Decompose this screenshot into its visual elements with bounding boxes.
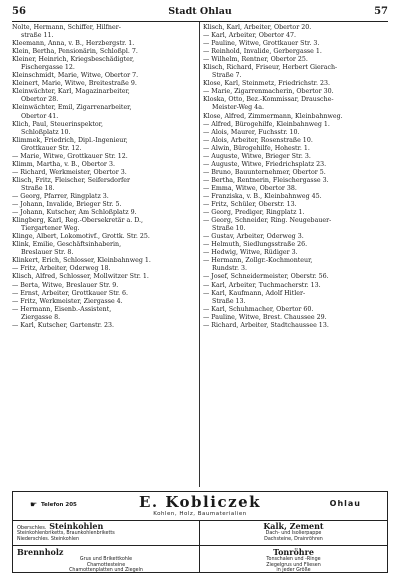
directory-entry: Meister-Weg 4a. bbox=[212, 104, 264, 112]
page-title: Stadt Ohlau bbox=[168, 6, 232, 17]
directory-entry: Klinge, Albert, Lokomotivf., Grottk. Str. 25. bbox=[12, 233, 150, 241]
header-rule bbox=[12, 21, 388, 22]
directory-entry: Kleinwächter, Emil, Zigarrenarbeiter, bbox=[12, 104, 132, 112]
ad-cell-line: Chamottesteine bbox=[86, 562, 126, 568]
directory-entry: Klisch, Alfred, Schlosser, Mollwitzer Str. 1. bbox=[12, 273, 149, 281]
directory-entry: — Berta, Witwe, Breslauer Str. 9. bbox=[12, 281, 119, 289]
column-divider bbox=[199, 22, 200, 487]
directory-entry: Breslauer Str. 8. bbox=[21, 249, 74, 257]
directory-entry: — Pauline, Witwe, Grottkauer Str. 3. bbox=[203, 40, 320, 48]
page-number-right: 57 bbox=[374, 6, 388, 17]
directory-entry: Klose, Karl, Steinmetz, Friedrichstr. 23. bbox=[203, 80, 330, 88]
directory-entry: Klich, Paul, Steuerinspektor, bbox=[12, 120, 103, 128]
ad-cell-line: Grus und Brikettkohle bbox=[79, 557, 133, 562]
directory-entry: — Bertha, Rentnerin, Fleischergasse 3. bbox=[203, 176, 329, 184]
directory-entry: Kleinwächter, Karl, Magazinarbeiter, bbox=[12, 88, 130, 96]
directory-entry: — Alwin, Bürogehilfe, Hohestr. 1. bbox=[203, 144, 310, 152]
directory-entry: — Auguste, Witwe, Friedrichsplatz 23. bbox=[203, 160, 327, 168]
ad-cell-line: Dachsteine, Drainröhren bbox=[264, 536, 323, 542]
directory-entry: — Helmuth, Siedlungsstraße 26. bbox=[203, 241, 308, 249]
directory-entry: — Auguste, Witwe, Brieger Str. 3. bbox=[203, 152, 311, 160]
directory-entry: — Ernst, Arbeiter, Grottkauer Str. 6. bbox=[12, 289, 129, 297]
directory-entry: Klein, Bertha, Pensionärin, Schloßpl. 7. bbox=[12, 48, 138, 56]
directory-entry: Klinkert, Erich, Schlosser, Kleinbahnweg 1. bbox=[12, 257, 151, 265]
ad-cell bbox=[200, 546, 387, 572]
directory-entry: Ziergasse 8. bbox=[21, 313, 61, 321]
directory-entry: — Hedwig, Witwe, Rüdiger 3. bbox=[203, 249, 298, 257]
directory-entry: — Karl, Arbeiter, Obertor 47. bbox=[203, 32, 296, 40]
ad-cell bbox=[13, 520, 200, 546]
directory-entry: — Fritz, Schüler, Oberstr. 13. bbox=[203, 201, 297, 209]
ad-banner bbox=[13, 492, 387, 521]
directory-entry: — Wilhelm, Rentner, Obertor 25. bbox=[203, 56, 308, 64]
directory-entry: — Marie, Witwe, Grottkauer Str. 12. bbox=[12, 152, 128, 160]
directory-entry: Straße 10. bbox=[212, 225, 246, 233]
directory-entry: — Hermann, Zollgr.-Kochmonteur, bbox=[203, 257, 313, 265]
directory-entry: Klisch, Richard, Friseur, Herbert Gierach- bbox=[203, 64, 338, 72]
ad-city: Ohlau bbox=[329, 499, 361, 508]
directory-entry: — Richard, Arbeiter, Stadtchaussee 13. bbox=[203, 321, 329, 329]
directory-entry: — Karl, Schuhmacher, Obertor 60. bbox=[203, 305, 314, 313]
directory-entry: Grottkauer Str. 12. bbox=[21, 144, 82, 152]
ad-tagline: Kohlen, Holz, Baumaterialien bbox=[153, 511, 247, 517]
directory-entry: Klisch, Fritz, Fleischer, Seifersdorfer bbox=[12, 176, 131, 184]
ad-cell-line: in jeder Größe bbox=[276, 568, 311, 574]
directory-entry: Kloska, Otto, Bez.-Kommissar, Drausche- bbox=[203, 96, 334, 104]
page-number-left: 56 bbox=[12, 6, 26, 17]
directory-entry: — Emma, Witwe, Obertor 38. bbox=[203, 184, 297, 192]
directory-entry: — Johann, Invalide, Brieger Str. 5. bbox=[12, 201, 122, 209]
directory-entry: Kleemann, Anna, v. B., Herzbergstr. 1. bbox=[12, 40, 135, 48]
directory-entry: — Alois, Maurer, Fuchsstr. 10. bbox=[203, 128, 300, 136]
directory-entry: Klingberg, Karl, Reg.-Obersekretär a. D., bbox=[12, 217, 144, 225]
directory-entry: — Pauline, Witwe, Brest. Chaussee 29. bbox=[203, 313, 327, 321]
directory-entry: Schloßplatz 10. bbox=[21, 128, 71, 136]
directory-entry: — Karl, Arbeiter, Tuchmacherstr. 13. bbox=[203, 281, 321, 289]
directory-entry: — Franziska, v. B., Kleinbahnweg 45. bbox=[203, 192, 322, 200]
directory-entry: Kleiner, Heinrich, Kriegsbeschädigter, bbox=[12, 56, 135, 64]
directory-entry: Klose, Alfred, Zimmermann, Kleinbahnweg. bbox=[203, 112, 343, 120]
ad-cell-heading: Tonröhre bbox=[273, 547, 314, 557]
directory-entry: Kleinert, Marie, Witwe, Breitestraße 9. bbox=[12, 80, 137, 88]
directory-entry: Klimm, Martha, v. B., Obertor 3. bbox=[12, 160, 115, 168]
directory-entry: Straße 18. bbox=[21, 184, 55, 192]
left-column bbox=[12, 24, 198, 486]
directory-entry: Klink, Emilie, Geschäftsinhaberin, bbox=[12, 241, 122, 249]
directory-entry: Kleinschmidt, Marie, Witwe, Obertor 7. bbox=[12, 72, 139, 80]
ad-cell-line: Chamottenplatten und Ziegeln bbox=[69, 568, 143, 574]
directory-entry: Klimmek, Friedrich, Dipl.-Ingenieur, bbox=[12, 136, 128, 144]
advertisement bbox=[12, 491, 388, 573]
directory-entry: Straße 7. bbox=[212, 72, 242, 80]
ad-cell-line: Dach- und Isolierpappe bbox=[265, 531, 322, 536]
directory-entry: straße 11. bbox=[21, 32, 54, 40]
ad-cell-line: Tonschalen und -Ringe bbox=[266, 557, 321, 562]
directory-entry: Straße 13. bbox=[212, 297, 246, 305]
directory-entry: Tiergartener Weg. bbox=[21, 225, 80, 233]
directory-entry: — Gustav, Arbeiter, Oderweg 3. bbox=[203, 233, 304, 241]
directory-entry: — Fritz, Werkmeister, Ziergasse 4. bbox=[12, 297, 123, 305]
directory-entry: — Alfred, Bürogehilfe, Kleinbahnweg 1. bbox=[203, 120, 330, 128]
ad-cell-heading: Kalk, Zement bbox=[263, 521, 324, 531]
ad-cell bbox=[200, 520, 387, 546]
directory-entry: Rundstr. 3. bbox=[212, 265, 247, 273]
ad-cell-prefix: Oberschles. bbox=[17, 525, 47, 531]
directory-entry: Obertor 28. bbox=[21, 96, 59, 104]
directory-entry: — Josef, Schneidermeister, Oberstr. 56. bbox=[203, 273, 329, 281]
directory-entry: — Karl, Kutscher, Gartenstr. 23. bbox=[12, 321, 115, 329]
directory-entry: Fischergasse 12. bbox=[21, 64, 75, 72]
ad-company-name: E. Kobliczek bbox=[138, 493, 262, 511]
directory-entry: — Georg, Prediger, Ringplatz 1. bbox=[203, 209, 305, 217]
ad-cell-line: Steinkohlenbriketts, Braunkohlenbriketts bbox=[17, 531, 115, 536]
ad-cell-title bbox=[17, 521, 195, 531]
directory-entry: — Georg, Schneider, Ring. Neugebauer- bbox=[203, 217, 332, 225]
directory-entry: Nolte, Hermann, Schiffer, Hilfner- bbox=[12, 24, 121, 31]
ad-telephone: Telefon 205 bbox=[41, 502, 77, 508]
directory-entry: — Hermann, Eisenb.-Assistent, bbox=[12, 305, 112, 313]
directory-entry: — Fritz, Arbeiter, Oderweg 18. bbox=[12, 265, 111, 273]
right-column bbox=[203, 24, 389, 486]
directory-entry: — Georg, Pfarrer, Ringplatz 3. bbox=[12, 192, 109, 200]
ad-cell bbox=[13, 546, 200, 572]
directory-entry: — Johann, Kutscher, Am Schloßplatz 9. bbox=[12, 209, 137, 217]
directory-entry: — Reinhold, Invalide, Gerbergasse 1. bbox=[203, 48, 322, 56]
directory-entry: — Richard, Werkmeister, Obertor 3. bbox=[12, 168, 127, 176]
ad-product-grid bbox=[13, 520, 387, 572]
directory-entry: — Karl, Kaufmann, Adolf Hitler- bbox=[203, 289, 306, 297]
directory-entry: Klisch, Karl, Arbeiter, Obertor 20. bbox=[203, 24, 312, 31]
pointing-hand-icon: ☛ bbox=[30, 500, 38, 509]
directory-entry: — Alois, Arbeiter, Rosenstraße 10. bbox=[203, 136, 313, 144]
page-header bbox=[12, 6, 388, 20]
directory-entry: — Marie, Zigarrenmacherin, Obertor 30. bbox=[203, 88, 334, 96]
ad-cell-line: Ziegelgrus und Fliesen bbox=[266, 562, 321, 568]
directory-entry: — Bruno, Bauunternehmer, Obertor 5. bbox=[203, 168, 326, 176]
ad-cell-heading: Steinkohlen bbox=[49, 521, 104, 531]
ad-cell-heading: Brennholz bbox=[17, 547, 64, 557]
directory-entry: Obertor 41. bbox=[21, 112, 59, 120]
ad-cell-line: Niederschles. Steinkohlen bbox=[17, 536, 80, 542]
